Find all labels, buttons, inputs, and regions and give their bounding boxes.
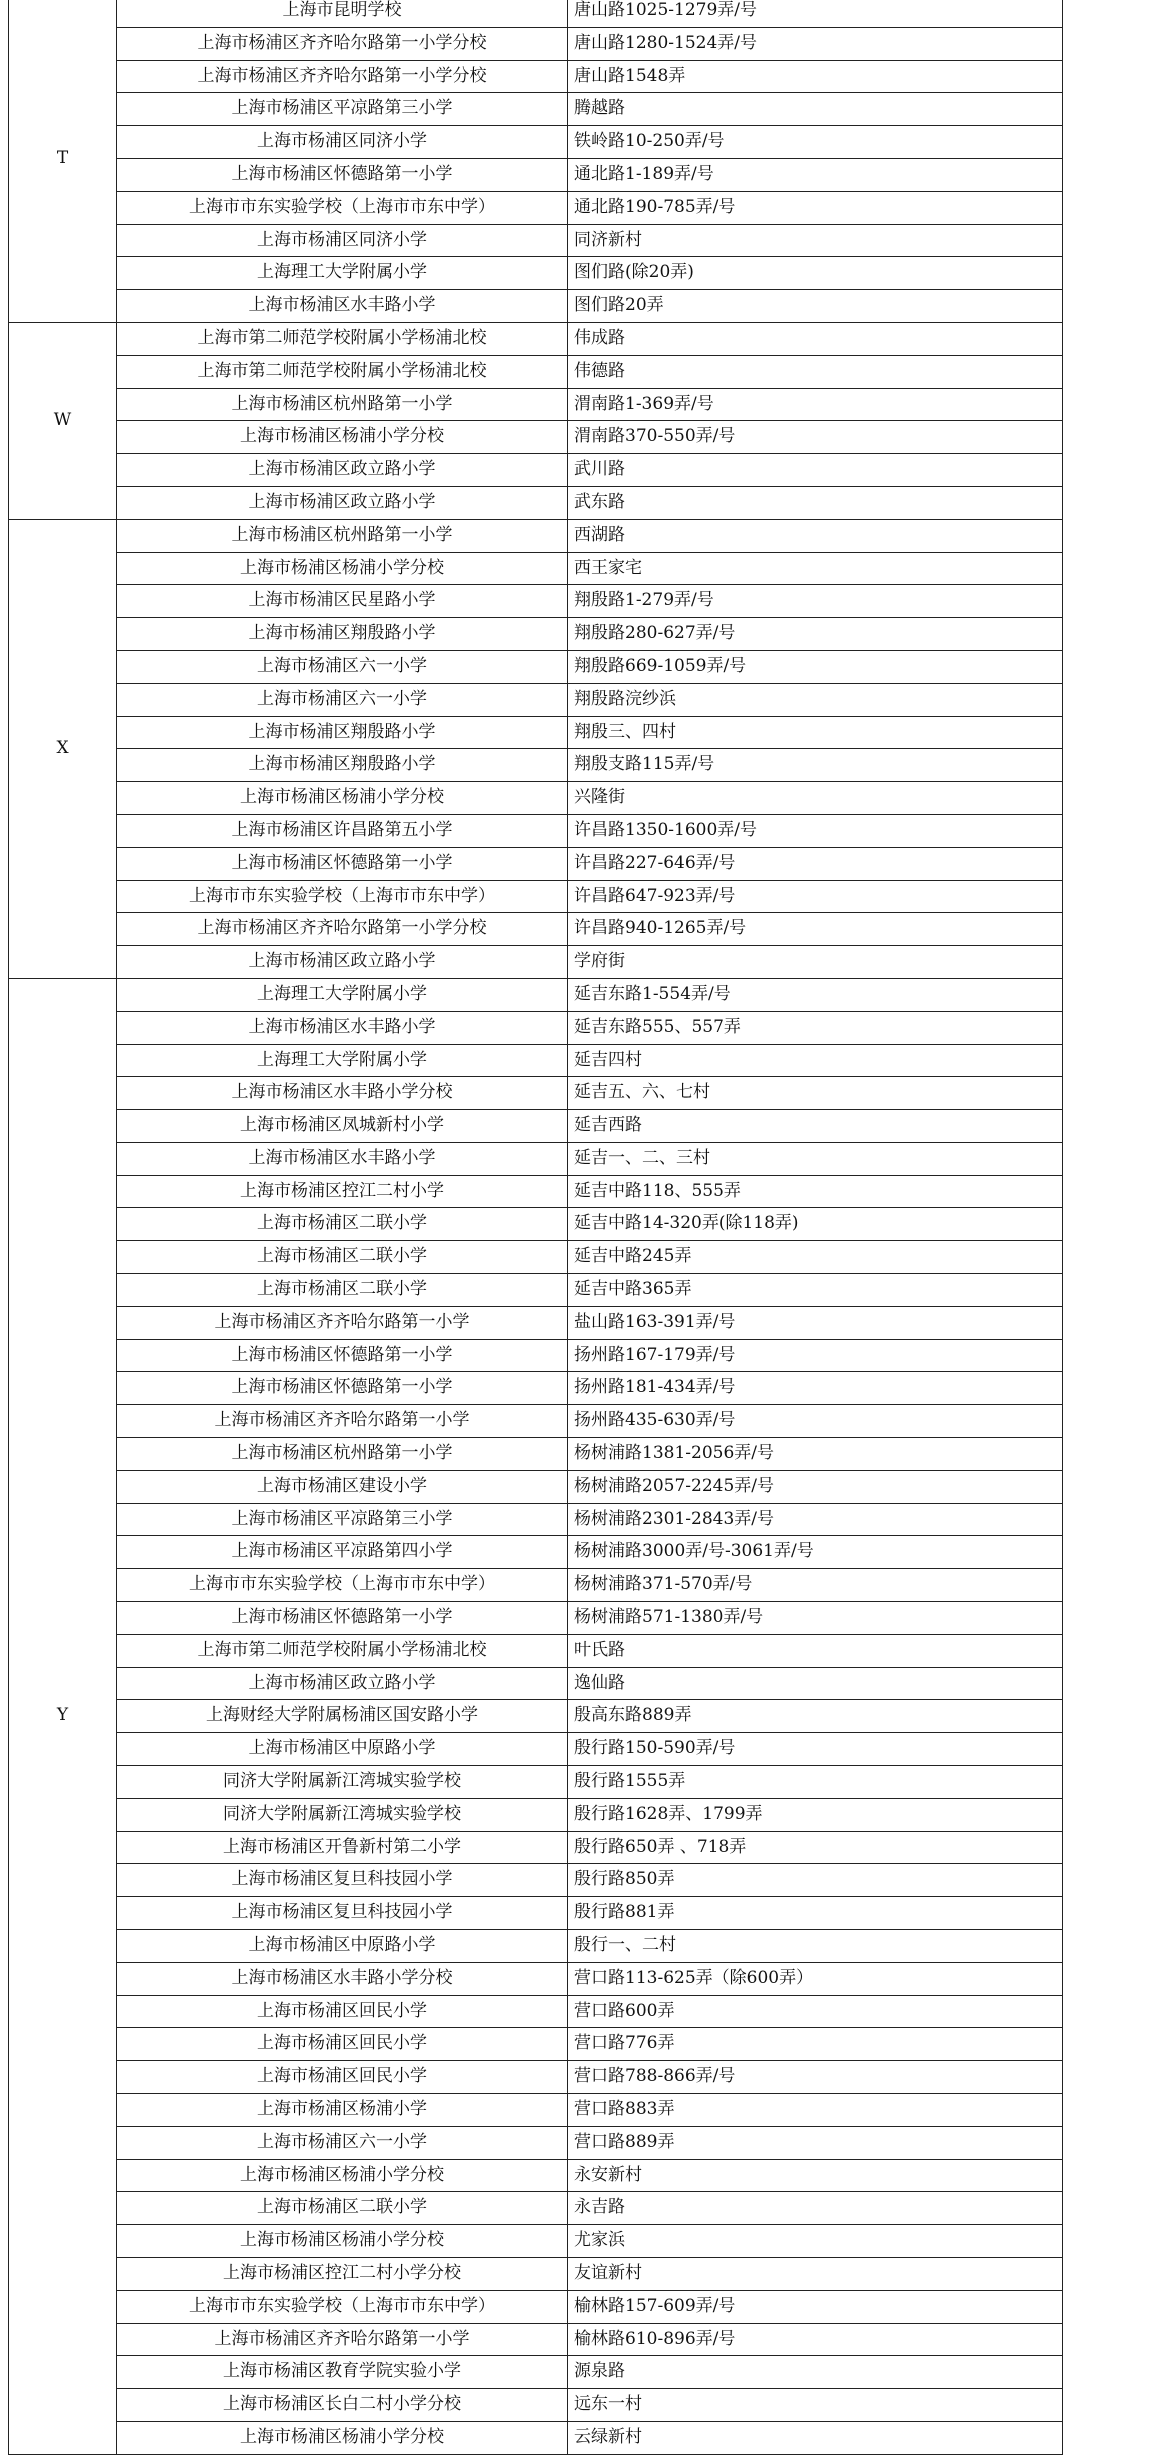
street-range-cell: 尤家浜	[568, 2225, 1063, 2258]
street-range-cell: 许昌路1350-1600弄/号	[568, 814, 1063, 847]
street-range-cell: 学府街	[568, 946, 1063, 979]
table-row	[9, 421, 1063, 454]
table-row	[9, 1142, 1063, 1175]
table-row	[9, 126, 1063, 159]
school-name-cell: 上海市杨浦区翔殷路小学	[117, 618, 568, 651]
school-name-cell: 上海市杨浦区民星路小学	[117, 585, 568, 618]
school-name-cell: 同济大学附属新江湾城实验学校	[117, 1766, 568, 1799]
school-name-cell: 上海市杨浦区杭州路第一小学	[117, 1438, 568, 1471]
table-row	[9, 1897, 1063, 1930]
street-range-cell: 营口路776弄	[568, 2028, 1063, 2061]
school-name-cell: 上海市杨浦区水丰路小学分校	[117, 1962, 568, 1995]
table-row	[9, 749, 1063, 782]
street-range-cell: 永吉路	[568, 2192, 1063, 2225]
school-name-cell: 上海市杨浦区二联小学	[117, 1208, 568, 1241]
table-row	[9, 0, 1063, 27]
table-row	[9, 2061, 1063, 2094]
school-name-cell: 上海理工大学附属小学	[117, 978, 568, 1011]
school-name-cell: 上海市杨浦区六一小学	[117, 683, 568, 716]
school-name-cell: 上海市市东实验学校（上海市市东中学）	[117, 2290, 568, 2323]
school-name-cell: 上海财经大学附属杨浦区国安路小学	[117, 1700, 568, 1733]
street-range-cell: 通北路190-785弄/号	[568, 191, 1063, 224]
street-range-cell: 杨树浦路2057-2245弄/号	[568, 1470, 1063, 1503]
school-name-cell: 上海市杨浦区杭州路第一小学	[117, 388, 568, 421]
school-name-cell: 上海市杨浦区回民小学	[117, 1995, 568, 2028]
street-range-cell: 营口路113-625弄（除600弄）	[568, 1962, 1063, 1995]
street-range-cell: 延吉四村	[568, 1044, 1063, 1077]
street-range-cell: 延吉五、六、七村	[568, 1077, 1063, 1110]
street-range-cell: 永安新村	[568, 2159, 1063, 2192]
school-name-cell: 上海市杨浦区杭州路第一小学	[117, 519, 568, 552]
school-name-cell: 上海市杨浦区水丰路小学	[117, 1142, 568, 1175]
table-row	[9, 1831, 1063, 1864]
school-name-cell: 上海市杨浦区翔殷路小学	[117, 716, 568, 749]
school-name-cell: 上海市杨浦区教育学院实验小学	[117, 2356, 568, 2389]
school-name-cell: 上海市杨浦区六一小学	[117, 650, 568, 683]
school-name-cell: 上海市第二师范学校附属小学杨浦北校	[117, 1634, 568, 1667]
school-name-cell: 上海市杨浦区政立路小学	[117, 486, 568, 519]
school-name-cell: 上海市杨浦区控江二村小学分校	[117, 2257, 568, 2290]
table-row	[9, 1110, 1063, 1143]
school-name-cell: 上海市杨浦区复旦科技园小学	[117, 1864, 568, 1897]
school-name-cell: 上海市杨浦区中原路小学	[117, 1930, 568, 1963]
school-name-cell: 上海市市东实验学校（上海市市东中学）	[117, 880, 568, 913]
table-row	[9, 847, 1063, 880]
table-row	[9, 2126, 1063, 2159]
table-row	[9, 388, 1063, 421]
school-name-cell: 上海市杨浦区二联小学	[117, 1274, 568, 1307]
table-row	[9, 1733, 1063, 1766]
table-row	[9, 2192, 1063, 2225]
street-range-cell: 铁岭路10-250弄/号	[568, 126, 1063, 159]
table-row	[9, 290, 1063, 323]
school-name-cell: 上海市杨浦区齐齐哈尔路第一小学	[117, 1306, 568, 1339]
table-row	[9, 1011, 1063, 1044]
school-name-cell: 上海市杨浦区六一小学	[117, 2126, 568, 2159]
table-row	[9, 1536, 1063, 1569]
street-range-cell: 延吉西路	[568, 1110, 1063, 1143]
street-range-cell: 远东一村	[568, 2389, 1063, 2422]
street-range-cell: 殷行路881弄	[568, 1897, 1063, 1930]
table-row	[9, 1438, 1063, 1471]
street-range-cell: 翔殷三、四村	[568, 716, 1063, 749]
school-name-cell: 上海市杨浦区怀德路第一小学	[117, 847, 568, 880]
school-name-cell: 上海市杨浦区平凉路第四小学	[117, 1536, 568, 1569]
street-range-cell: 杨树浦路1381-2056弄/号	[568, 1438, 1063, 1471]
street-range-cell: 伟德路	[568, 355, 1063, 388]
street-range-cell: 同济新村	[568, 224, 1063, 257]
street-range-cell: 扬州路435-630弄/号	[568, 1405, 1063, 1438]
table-row	[9, 2257, 1063, 2290]
table-body	[9, 0, 1063, 2454]
table-row	[9, 552, 1063, 585]
table-row	[9, 1208, 1063, 1241]
school-name-cell: 上海市杨浦区杨浦小学分校	[117, 2159, 568, 2192]
street-range-cell: 唐山路1280-1524弄/号	[568, 27, 1063, 60]
school-name-cell: 上海市杨浦区二联小学	[117, 1241, 568, 1274]
table-row	[9, 946, 1063, 979]
school-name-cell: 上海市杨浦区齐齐哈尔路第一小学分校	[117, 27, 568, 60]
street-range-cell: 扬州路167-179弄/号	[568, 1339, 1063, 1372]
school-name-cell: 上海市杨浦区平凉路第三小学	[117, 1503, 568, 1536]
street-range-cell: 殷行路1555弄	[568, 1766, 1063, 1799]
school-name-cell: 上海市杨浦区怀德路第一小学	[117, 1339, 568, 1372]
street-range-cell: 叶氏路	[568, 1634, 1063, 1667]
table-row	[9, 158, 1063, 191]
school-name-cell: 上海市杨浦区怀德路第一小学	[117, 1372, 568, 1405]
school-name-cell: 上海理工大学附属小学	[117, 257, 568, 290]
group-letter: W	[9, 322, 117, 519]
table-row	[9, 978, 1063, 1011]
table-row	[9, 1405, 1063, 1438]
school-name-cell: 上海市杨浦区平凉路第三小学	[117, 93, 568, 126]
school-name-cell: 上海理工大学附属小学	[117, 1044, 568, 1077]
street-range-cell: 殷行路650弄 、718弄	[568, 1831, 1063, 1864]
street-range-cell: 图们路(除20弄)	[568, 257, 1063, 290]
table-row	[9, 2225, 1063, 2258]
table-row	[9, 191, 1063, 224]
table-row	[9, 782, 1063, 815]
street-range-cell: 唐山路1548弄	[568, 60, 1063, 93]
school-name-cell: 上海市杨浦区杨浦小学分校	[117, 552, 568, 585]
school-name-cell: 上海市杨浦区杨浦小学分校	[117, 2225, 568, 2258]
school-name-cell: 上海市杨浦区同济小学	[117, 126, 568, 159]
street-range-cell: 翔殷路1-279弄/号	[568, 585, 1063, 618]
street-range-cell: 许昌路227-646弄/号	[568, 847, 1063, 880]
street-range-cell: 武川路	[568, 454, 1063, 487]
table-row	[9, 1864, 1063, 1897]
table-row	[9, 1044, 1063, 1077]
school-name-cell: 上海市杨浦区中原路小学	[117, 1733, 568, 1766]
school-name-cell: 上海市杨浦区开鲁新村第二小学	[117, 1831, 568, 1864]
street-range-cell: 延吉东路1-554弄/号	[568, 978, 1063, 1011]
table-row	[9, 1667, 1063, 1700]
school-name-cell: 上海市杨浦区齐齐哈尔路第一小学分校	[117, 60, 568, 93]
school-name-cell: 上海市杨浦区许昌路第五小学	[117, 814, 568, 847]
table-row	[9, 355, 1063, 388]
street-range-cell: 殷行一、二村	[568, 1930, 1063, 1963]
street-range-cell: 殷行路150-590弄/号	[568, 1733, 1063, 1766]
street-range-cell: 翔殷路浣纱浜	[568, 683, 1063, 716]
street-range-cell: 西王家宅	[568, 552, 1063, 585]
street-range-cell: 渭南路370-550弄/号	[568, 421, 1063, 454]
street-range-cell: 西湖路	[568, 519, 1063, 552]
table-row	[9, 2290, 1063, 2323]
table-row	[9, 257, 1063, 290]
school-name-cell: 上海市第二师范学校附属小学杨浦北校	[117, 322, 568, 355]
street-range-cell: 图们路20弄	[568, 290, 1063, 323]
school-name-cell: 上海市杨浦区凤城新村小学	[117, 1110, 568, 1143]
school-name-cell: 上海市杨浦区水丰路小学	[117, 1011, 568, 1044]
school-name-cell: 上海市杨浦区水丰路小学分校	[117, 1077, 568, 1110]
school-name-cell: 上海市杨浦区控江二村小学	[117, 1175, 568, 1208]
school-name-cell: 上海市杨浦区二联小学	[117, 2192, 568, 2225]
school-name-cell: 上海市杨浦区水丰路小学	[117, 290, 568, 323]
table-row	[9, 650, 1063, 683]
table-row	[9, 27, 1063, 60]
street-range-cell: 延吉一、二、三村	[568, 1142, 1063, 1175]
table-row	[9, 2323, 1063, 2356]
street-range-cell: 兴隆街	[568, 782, 1063, 815]
table-row	[9, 585, 1063, 618]
table-row	[9, 2421, 1063, 2454]
table-row	[9, 1306, 1063, 1339]
table-row	[9, 454, 1063, 487]
table-row	[9, 716, 1063, 749]
table-row	[9, 1175, 1063, 1208]
street-range-cell: 唐山路1025-1279弄/号	[568, 0, 1063, 27]
school-name-cell: 上海市市东实验学校（上海市市东中学）	[117, 1569, 568, 1602]
group-letter: X	[9, 519, 117, 978]
table-row	[9, 1372, 1063, 1405]
street-range-cell: 通北路1-189弄/号	[568, 158, 1063, 191]
street-range-cell: 殷行路850弄	[568, 1864, 1063, 1897]
school-name-cell: 上海市杨浦区齐齐哈尔路第一小学	[117, 1405, 568, 1438]
table-row	[9, 1602, 1063, 1635]
street-range-cell: 营口路883弄	[568, 2094, 1063, 2127]
table-row	[9, 1930, 1063, 1963]
street-range-cell: 武东路	[568, 486, 1063, 519]
street-range-cell: 源泉路	[568, 2356, 1063, 2389]
table-row	[9, 1470, 1063, 1503]
table-row	[9, 1634, 1063, 1667]
group-letter: T	[9, 0, 117, 322]
school-name-cell: 上海市杨浦区政立路小学	[117, 454, 568, 487]
school-name-cell: 上海市杨浦区建设小学	[117, 1470, 568, 1503]
school-name-cell: 上海市杨浦区同济小学	[117, 224, 568, 257]
street-range-cell: 云绿新村	[568, 2421, 1063, 2454]
table-row	[9, 93, 1063, 126]
street-range-cell: 逸仙路	[568, 1667, 1063, 1700]
street-range-cell: 延吉中路245弄	[568, 1241, 1063, 1274]
table-row	[9, 2389, 1063, 2422]
street-range-cell: 营口路600弄	[568, 1995, 1063, 2028]
street-range-cell: 扬州路181-434弄/号	[568, 1372, 1063, 1405]
school-name-cell: 上海市杨浦区复旦科技园小学	[117, 1897, 568, 1930]
street-range-cell: 延吉东路555、557弄	[568, 1011, 1063, 1044]
table-row	[9, 1700, 1063, 1733]
street-range-cell: 榆林路610-896弄/号	[568, 2323, 1063, 2356]
school-name-cell: 上海市杨浦区杨浦小学分校	[117, 421, 568, 454]
table-row	[9, 60, 1063, 93]
table-row	[9, 1569, 1063, 1602]
table-row	[9, 1274, 1063, 1307]
street-range-cell: 营口路788-866弄/号	[568, 2061, 1063, 2094]
street-range-cell: 翔殷支路115弄/号	[568, 749, 1063, 782]
street-range-cell: 杨树浦路2301-2843弄/号	[568, 1503, 1063, 1536]
table-row	[9, 1339, 1063, 1372]
table-row	[9, 1995, 1063, 2028]
table-row	[9, 322, 1063, 355]
school-name-cell: 上海市杨浦区怀德路第一小学	[117, 1602, 568, 1635]
street-range-cell: 许昌路940-1265弄/号	[568, 913, 1063, 946]
table-row	[9, 1766, 1063, 1799]
table-row	[9, 814, 1063, 847]
street-range-cell: 杨树浦路371-570弄/号	[568, 1569, 1063, 1602]
group-letter: Y	[9, 978, 117, 2454]
table-row	[9, 2094, 1063, 2127]
street-range-cell: 翔殷路280-627弄/号	[568, 618, 1063, 651]
table-row	[9, 1798, 1063, 1831]
street-range-cell: 渭南路1-369弄/号	[568, 388, 1063, 421]
street-range-cell: 延吉中路118、555弄	[568, 1175, 1063, 1208]
street-range-cell: 榆林路157-609弄/号	[568, 2290, 1063, 2323]
street-range-cell: 翔殷路669-1059弄/号	[568, 650, 1063, 683]
table-row	[9, 913, 1063, 946]
street-range-cell: 许昌路647-923弄/号	[568, 880, 1063, 913]
school-name-cell: 同济大学附属新江湾城实验学校	[117, 1798, 568, 1831]
table-row	[9, 618, 1063, 651]
street-range-cell: 腾越路	[568, 93, 1063, 126]
table-row	[9, 224, 1063, 257]
school-name-cell: 上海市杨浦区政立路小学	[117, 1667, 568, 1700]
table-row	[9, 1503, 1063, 1536]
table-row	[9, 1962, 1063, 1995]
school-name-cell: 上海市杨浦区回民小学	[117, 2028, 568, 2061]
table-row	[9, 1241, 1063, 1274]
street-range-cell: 殷高东路889弄	[568, 1700, 1063, 1733]
school-name-cell: 上海市杨浦区杨浦小学分校	[117, 782, 568, 815]
street-range-cell: 盐山路163-391弄/号	[568, 1306, 1063, 1339]
school-name-cell: 上海市杨浦区政立路小学	[117, 946, 568, 979]
school-name-cell: 上海市杨浦区杨浦小学分校	[117, 2421, 568, 2454]
school-district-table	[8, 0, 1063, 2455]
school-name-cell: 上海市杨浦区齐齐哈尔路第一小学	[117, 2323, 568, 2356]
street-range-cell: 营口路889弄	[568, 2126, 1063, 2159]
school-name-cell: 上海市杨浦区齐齐哈尔路第一小学分校	[117, 913, 568, 946]
street-range-cell: 延吉中路365弄	[568, 1274, 1063, 1307]
table-row	[9, 683, 1063, 716]
street-range-cell: 伟成路	[568, 322, 1063, 355]
table-row	[9, 486, 1063, 519]
street-range-cell: 杨树浦路3000弄/号-3061弄/号	[568, 1536, 1063, 1569]
table-row	[9, 880, 1063, 913]
school-name-cell: 上海市杨浦区回民小学	[117, 2061, 568, 2094]
school-name-cell: 上海市杨浦区杨浦小学	[117, 2094, 568, 2127]
street-range-cell: 殷行路1628弄、1799弄	[568, 1798, 1063, 1831]
school-name-cell: 上海市昆明学校	[117, 0, 568, 27]
table-row	[9, 2159, 1063, 2192]
street-range-cell: 友谊新村	[568, 2257, 1063, 2290]
school-name-cell: 上海市杨浦区长白二村小学分校	[117, 2389, 568, 2422]
school-name-cell: 上海市市东实验学校（上海市市东中学）	[117, 191, 568, 224]
street-range-cell: 延吉中路14-320弄(除118弄)	[568, 1208, 1063, 1241]
school-name-cell: 上海市杨浦区翔殷路小学	[117, 749, 568, 782]
street-range-cell: 杨树浦路571-1380弄/号	[568, 1602, 1063, 1635]
school-name-cell: 上海市第二师范学校附属小学杨浦北校	[117, 355, 568, 388]
table-row	[9, 2356, 1063, 2389]
table-row	[9, 519, 1063, 552]
table-row	[9, 2028, 1063, 2061]
table-row	[9, 1077, 1063, 1110]
school-name-cell: 上海市杨浦区怀德路第一小学	[117, 158, 568, 191]
